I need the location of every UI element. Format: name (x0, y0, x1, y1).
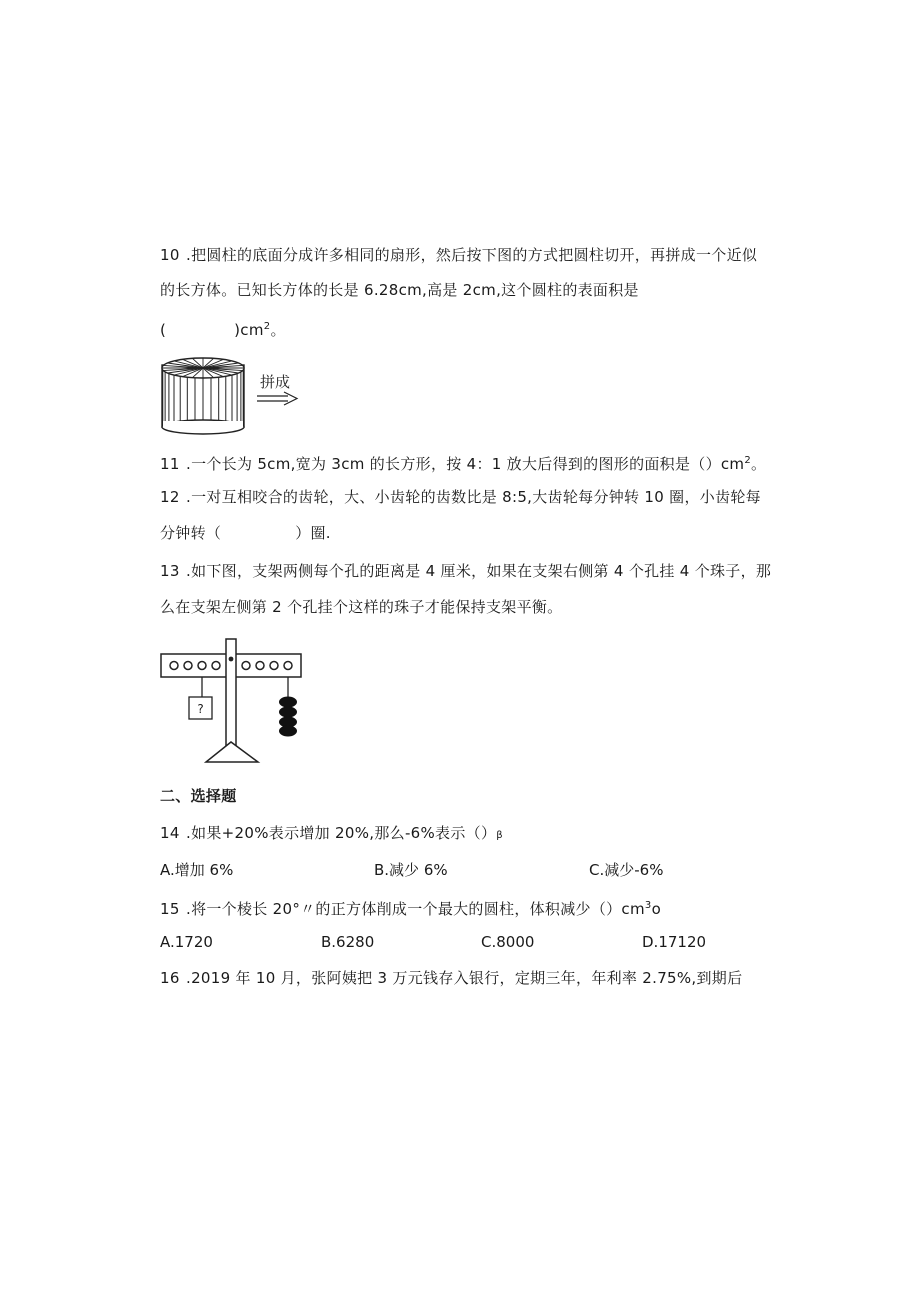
q10-text-line1: .把圆柱的底面分成许多相同的扇形，然后按下图的方式把圆柱切开，再拼成一个近似 (186, 246, 758, 264)
q16 (160, 968, 742, 988)
q13-text-line2: 么在支架左侧第 2 个孔挂个这样的珠子才能保持支架平衡。 (160, 598, 563, 616)
q13-text-line1: .如下图，支架两侧每个孔的距离是 4 厘米，如果在支架右侧第 4 个孔挂 4 个珠子，那 (186, 562, 772, 580)
q15-end: o (651, 900, 662, 918)
q11-end: 。 (751, 455, 767, 473)
q10-blank-open: ( (160, 321, 167, 339)
q12-text-a: 分钟转（ (160, 524, 222, 542)
cylinder-sectors (162, 358, 244, 378)
bead (279, 697, 297, 708)
q14-text: .如果+20%表示增加 20%,那么-6%表示（） (186, 824, 497, 842)
figure-label-pincheng: 拼成 (260, 373, 291, 391)
section-heading: 二、选择题 (160, 787, 237, 805)
q14-number: 14 (160, 824, 180, 842)
q10-blank-sup: 2 (263, 321, 271, 332)
question-mark: ? (197, 702, 204, 716)
beads (279, 697, 297, 737)
q15-option-d: D.17120 (642, 933, 707, 951)
q11-sup: 2 (744, 455, 752, 466)
q12-text-b: ）圈. (295, 524, 331, 542)
q10-number: 10 (160, 246, 180, 264)
q11-number: 11 (160, 455, 180, 473)
bead (279, 707, 297, 718)
q13-number: 13 (160, 562, 180, 580)
support-base (206, 742, 258, 762)
q10-blank-unit: )cm (234, 321, 264, 339)
q14 (160, 823, 503, 846)
q15-text: .将一个棱长 20°〃的正方体削成一个最大的圆柱，体积减少（）cm (186, 900, 645, 918)
q15-option-c: C.8000 (481, 933, 535, 951)
q12-number: 12 (160, 488, 180, 506)
q12-line1 (160, 487, 761, 507)
q10-text-line2: 的长方体。已知长方体的长是 6.28cm,高是 2cm,这个圆柱的表面积是 (160, 281, 639, 299)
q14-option-a: A.增加 6% (160, 861, 234, 879)
q15 (160, 896, 661, 919)
q14-option-b: B.减少 6% (374, 861, 448, 879)
q15-option-b: B.6280 (321, 933, 375, 951)
support-pole (226, 639, 236, 747)
q12-line2 (160, 523, 331, 543)
cylinder-figure (160, 355, 310, 435)
q12-text-line1: .一对互相咬合的齿轮，大、小齿轮的齿数比是 8:5,大齿轮每分钟转 10 圈，小齿轮每 (186, 488, 761, 506)
bead (279, 726, 297, 737)
q14-end: β (496, 830, 503, 841)
q10-blank (160, 317, 286, 340)
q15-sup: 3 (644, 900, 652, 911)
right-arrow-icon (257, 392, 297, 405)
balance-figure (160, 636, 305, 766)
q15-number: 15 (160, 900, 180, 918)
q16-text: .2019 年 10 月，张阿姨把 3 万元钱存入银行，定期三年，年利率 2.75%,到期后 (186, 969, 743, 987)
q11-text: .一个长为 5cm,宽为 3cm 的长方形，按 4：1 放大后得到的图形的面积是（）cm (186, 455, 745, 473)
q15-option-a: A.1720 (160, 933, 213, 951)
q10-blank-end: 。 (270, 321, 286, 339)
q14-option-c: C.减少-6% (589, 861, 664, 879)
pivot-dot (229, 657, 234, 662)
q10-line1 (160, 245, 757, 265)
q13-line1 (160, 561, 771, 581)
q11 (160, 451, 766, 474)
q16-number: 16 (160, 969, 180, 987)
